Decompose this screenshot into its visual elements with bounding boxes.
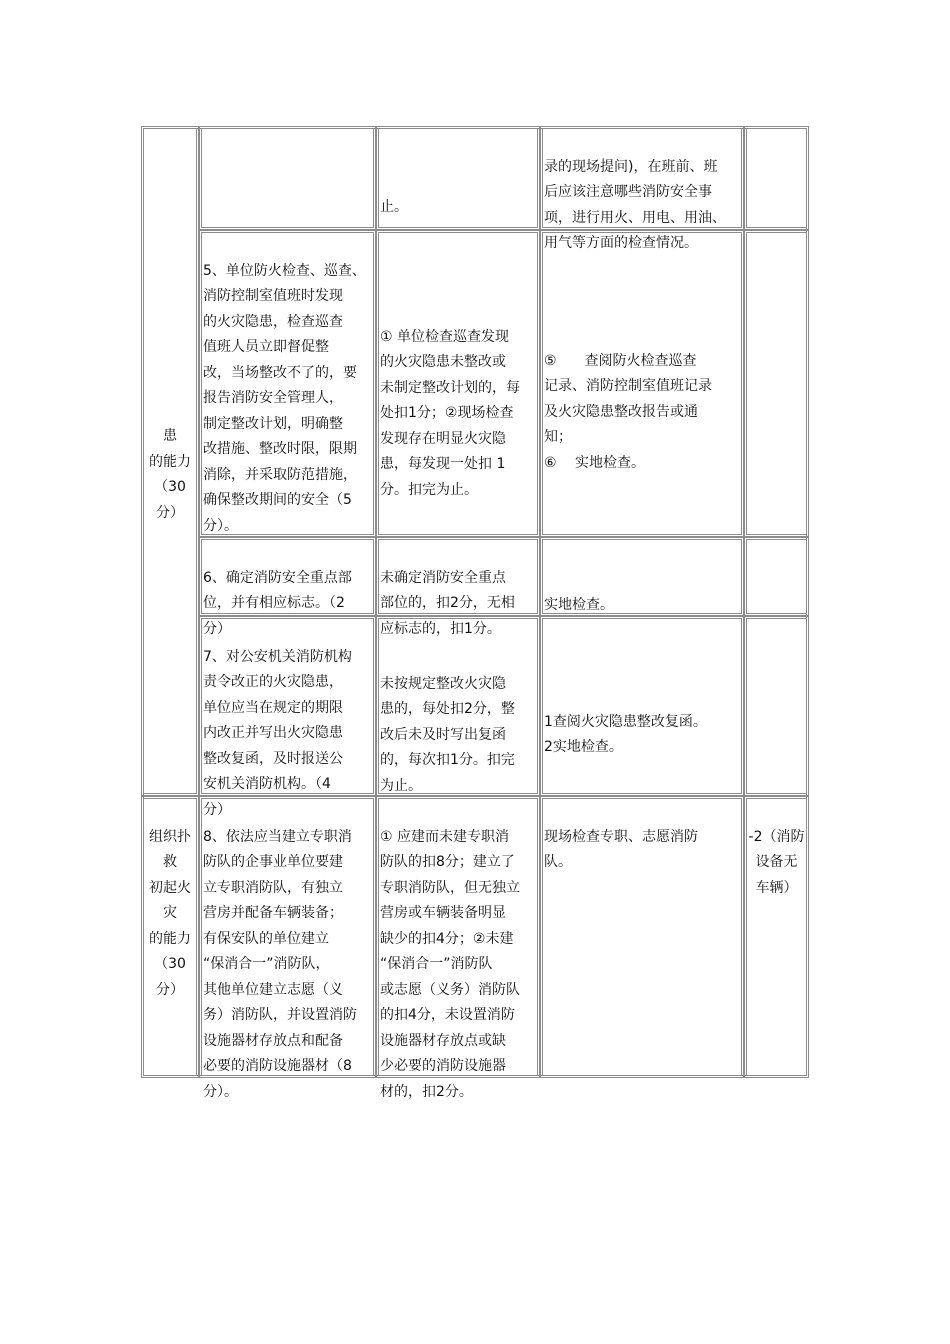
row-1-score	[744, 230, 809, 537]
row-4-deduction: ① 应建而未建专职消 防队的扣8分；建立了 专职消防队，但无独立 营房或车辆装备明显 缺少的扣4分；②未建 “保消合一”消防队 或志愿（义务）消防队 的扣4分，未设置消防 设施器材存放点或缺 少必要的消防设施器 材的，扣2分。	[376, 796, 540, 1078]
row-0-deduction: 止。	[376, 126, 540, 230]
row-0-method: 录的现场提问)，在班前、班 后应该注意哪些消防安全事 项，进行用火、用电、用油、 用气等方面的检查情况。	[540, 126, 744, 230]
category-label: 组织扑 救 初起火 灾 的能力 （30 分）	[149, 828, 191, 998]
row-2-score	[744, 537, 809, 616]
category-cell-firefighting	[141, 796, 199, 1078]
row-2-requirement: 6、确定消防安全重点部 位，并有相应标志。（2 分）	[199, 537, 376, 616]
row-3-requirement: 7、对公安机关消防机构 责令改正的火灾隐患， 单位应当在规定的期限 内改正并写出火灾隐患 整改复函，及时报送公 安机关消防机构。（4 分）	[199, 616, 376, 796]
row-3-method: 1查阅火灾隐患整改复函。 2实地检查。	[540, 616, 744, 796]
category-cell-hazard	[141, 126, 199, 796]
row-1-requirement: 5、单位防火检查、巡查、 消防控制室值班时发现 的火灾隐患，检查巡查 值班人员立即督促整 改，当场整改不了的，要 报告消防安全管理人， 制定整改计划，明确整 改措施、整改时限，限期 消除，并采取防范措施， 确保整改期间的安全（5 分）。	[199, 230, 376, 537]
category-label: 患 的能力 （30 分）	[149, 428, 191, 521]
row-2-deduction: 未确定消防安全重点 部位的，扣2分，无相 应标志的，扣1分。	[376, 537, 540, 616]
row-1-method: ⑤ 查阅防火检查巡查 记录、消防控制室值班记录 及火灾隐患整改报告或通 知； ⑥ 实地检查。	[540, 230, 744, 537]
row-3-deduction: 未按规定整改火灾隐 患的，每处扣2分，整 改后未及时写出复函 的，每次扣1分。扣完 为止。	[376, 616, 540, 796]
row-2-method: 实地检查。	[540, 537, 744, 616]
row-1-deduction: ① 单位检查巡查发现 的火灾隐患未整改或 未制定整改计划的，每 处扣1分；②现场检查 发现存在明显火灾隐 患，每发现一处扣 1 分。扣完为止。	[376, 230, 540, 537]
row-0-requirement	[199, 126, 376, 230]
row-4-score: -2（消防 设备无 车辆）	[744, 796, 809, 1078]
row-0-score	[744, 126, 809, 230]
row-3-score	[744, 616, 809, 796]
row-4-requirement: 8、依法应当建立专职消 防队的企事业单位要建 立专职消防队，有独立 营房并配备车辆装备； 有保安队的单位建立 “保消合一”消防队， 其他单位建立志愿（义 务）消防队，并设置消防 设施器材存放点和配备 必要的消防设施器材（8 分）。	[199, 796, 376, 1078]
row-4-method: 现场检查专职、志愿消防 队。	[540, 796, 744, 1078]
